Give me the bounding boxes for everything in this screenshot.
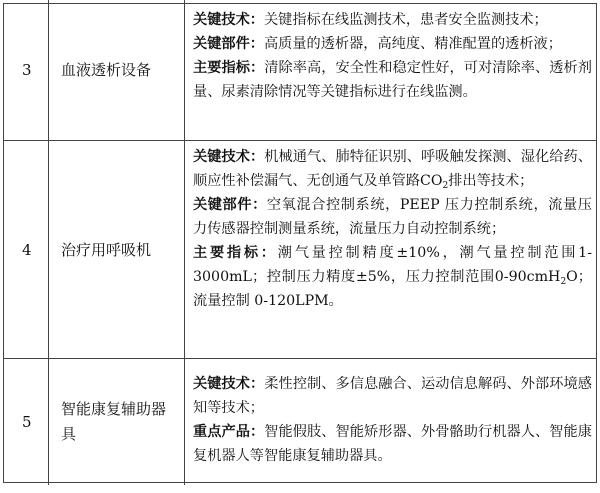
key-parts-paragraph <box>193 193 592 241</box>
key-tech-text: 机械通气、肺特征识别、呼吸触发探测、湿化给药、顺应性补偿漏气、无创通气及单管路CO <box>193 149 592 189</box>
main-metrics-paragraph <box>193 241 592 313</box>
row-number: 5 <box>22 413 32 431</box>
subscript-digit: 2 <box>560 277 567 287</box>
main-metrics-text-end: O；流量控制 0-120LPM。 <box>193 269 592 309</box>
row-number: 3 <box>22 61 32 79</box>
main-metrics-paragraph <box>193 56 592 104</box>
key-parts-label: 关键部件： <box>193 197 267 213</box>
table-row <box>4 140 596 359</box>
key-tech-paragraph <box>193 145 592 193</box>
key-parts-paragraph <box>193 32 592 56</box>
main-metrics-text: 潮气量控制精度±10%，潮气量控制范围1-3000mL；控制压力精度±5%，压力控制范围0-90cmH <box>193 245 592 285</box>
key-parts-label: 关键部件： <box>193 36 264 52</box>
key-tech-paragraph <box>193 8 592 32</box>
row-number: 4 <box>22 241 32 259</box>
key-tech-label: 关键技术： <box>193 376 265 392</box>
device-details <box>184 359 598 485</box>
device-name: 血液透析设备 <box>48 0 184 140</box>
subscript-digit: 2 <box>442 181 449 191</box>
device-details <box>184 141 598 359</box>
table-row <box>4 0 596 140</box>
key-tech-text: 柔性控制、多信息融合、运动信息解码、外部环境感知等技术； <box>193 376 592 416</box>
main-metrics-label: 主要指标： <box>193 60 265 76</box>
tech-spec-table <box>3 3 597 483</box>
key-products-label: 重点产品： <box>193 424 265 440</box>
key-tech-label: 关键技术： <box>193 12 264 28</box>
device-details <box>184 0 598 140</box>
key-tech-text-end: 排出等技术； <box>448 173 534 189</box>
key-tech-paragraph <box>193 372 592 420</box>
device-name: 治疗用呼吸机 <box>48 141 184 359</box>
key-parts-text: 空氧混合控制系统，PEEP 压力控制系统，流量压力传感器控制测量系统，流量压力自动控制系统； <box>193 197 592 237</box>
device-name: 智能康复辅助器具 <box>48 359 184 485</box>
key-products-text: 智能假肢、智能矫形器、外骨骼助行机器人、智能康复机器人等智能康复辅助器具。 <box>193 424 592 464</box>
table-row <box>4 358 596 485</box>
key-tech-text: 关键指标在线监测技术，患者安全监测技术； <box>263 12 548 28</box>
key-products-paragraph <box>193 420 592 468</box>
main-metrics-label: 主要指标： <box>193 245 278 261</box>
main-metrics-text: 清除率高，安全性和稳定性好，可对清除率、透析剂量、尿素清除情况等关键指标进行在线监测。 <box>193 60 592 100</box>
key-tech-label: 关键技术： <box>193 149 265 165</box>
key-parts-text: 高质量的透析器，高纯度、精准配置的透析液； <box>263 36 562 52</box>
